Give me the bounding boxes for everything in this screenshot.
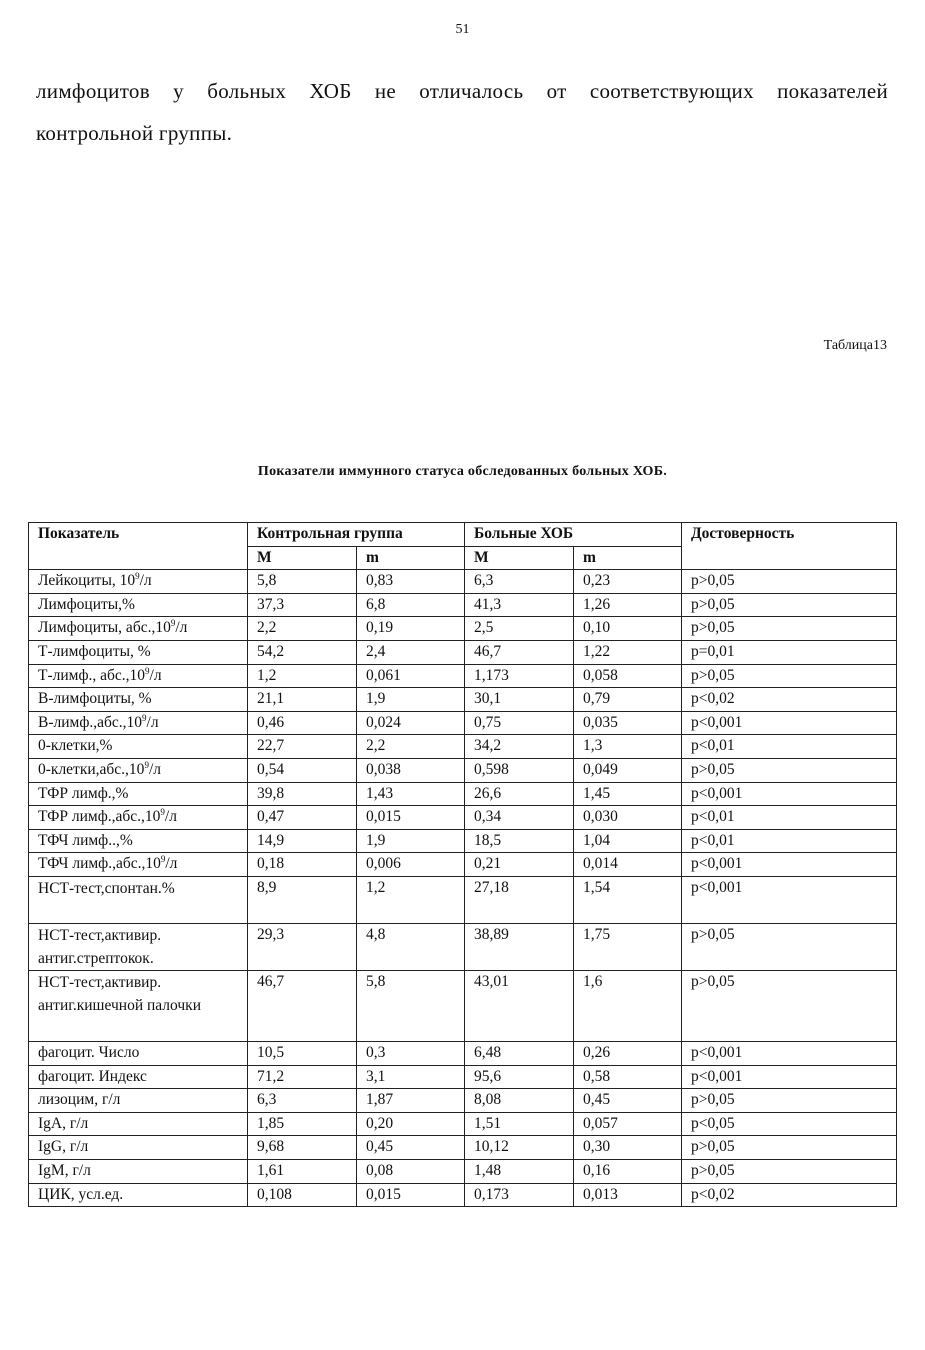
row-label-exponent: 9 <box>160 854 166 865</box>
cell-patients-mean: 34,2 <box>465 735 574 759</box>
cell-control-error: 0,061 <box>357 664 465 688</box>
cell-control-mean: 22,7 <box>248 735 357 759</box>
cell-control-error: 5,8 <box>357 971 465 1042</box>
cell-control-error: 0,20 <box>357 1112 465 1136</box>
cell-significance: p>0,05 <box>682 924 897 971</box>
row-label <box>29 1065 248 1089</box>
cell-control-error: 1,9 <box>357 688 465 712</box>
cell-significance: p>0,05 <box>682 758 897 782</box>
cell-control-mean: 29,3 <box>248 924 357 971</box>
cell-significance: p<0,001 <box>682 782 897 806</box>
cell-control-error: 1,2 <box>357 876 465 923</box>
cell-significance: p>0,05 <box>682 664 897 688</box>
immune-status-table <box>28 522 897 1207</box>
row-label <box>29 570 248 594</box>
header-control-m: m <box>357 546 465 570</box>
row-label-exponent: 9 <box>145 665 150 676</box>
cell-control-mean: 0,18 <box>248 853 357 877</box>
row-label-exponent: 9 <box>144 759 149 770</box>
table-row <box>29 924 897 971</box>
row-label-text: Лейкоциты, 10 <box>38 572 136 590</box>
cell-patients-error: 0,035 <box>574 711 682 735</box>
table-header-row <box>29 523 897 547</box>
body-paragraph <box>36 70 888 154</box>
row-label <box>29 1136 248 1160</box>
cell-control-mean: 0,47 <box>248 806 357 830</box>
row-label <box>29 829 248 853</box>
cell-control-mean: 9,68 <box>248 1136 357 1160</box>
row-label-text: Т-лимф., абс.,10 <box>38 666 146 684</box>
table-row <box>29 688 897 712</box>
cell-patients-mean: 41,3 <box>465 593 574 617</box>
row-label <box>29 640 248 664</box>
table-body <box>29 570 897 1207</box>
row-label-exponent: 9 <box>160 807 165 818</box>
row-label-text: В-лимфоциты, % <box>38 690 152 708</box>
cell-control-error: 0,006 <box>357 853 465 877</box>
cell-control-mean: 1,61 <box>248 1160 357 1184</box>
table-title: Показатели иммунного статуса обследованных больных ХОБ. <box>257 464 668 479</box>
cell-patients-error: 0,79 <box>574 688 682 712</box>
row-label-text: НСТ-тест,активир. антиг.кишечной палочки <box>38 974 202 1015</box>
row-label <box>29 735 248 759</box>
cell-significance: p<0,01 <box>682 735 897 759</box>
row-label-unit: /л <box>164 808 177 826</box>
row-label-text: фагоцит. Индекс <box>38 1067 147 1085</box>
cell-patients-error: 0,23 <box>574 570 682 594</box>
cell-patients-error: 0,013 <box>574 1183 682 1207</box>
cell-patients-mean: 2,5 <box>465 617 574 641</box>
table-row <box>29 853 897 877</box>
table-number: Таблица13 <box>823 338 887 353</box>
table-row <box>29 1089 897 1113</box>
table-row <box>29 640 897 664</box>
table-row <box>29 1183 897 1207</box>
header-patients: Больные ХОБ <box>465 523 682 547</box>
row-label-text: лизоцим, г/л <box>38 1091 121 1109</box>
cell-control-mean: 21,1 <box>248 688 357 712</box>
cell-control-mean: 0,46 <box>248 711 357 735</box>
cell-significance: p<0,001 <box>682 1042 897 1066</box>
row-label-text: Лимфоциты,% <box>38 595 135 613</box>
cell-patients-error: 1,26 <box>574 593 682 617</box>
row-label <box>29 806 248 830</box>
row-label-unit: /л <box>165 855 178 873</box>
cell-patients-error: 0,057 <box>574 1112 682 1136</box>
table-row <box>29 593 897 617</box>
row-label-unit: /л <box>139 572 152 590</box>
row-label-exponent: 9 <box>135 571 140 582</box>
row-label <box>29 1183 248 1207</box>
header-patients-m: m <box>574 546 682 570</box>
cell-patients-mean: 95,6 <box>465 1065 574 1089</box>
table-row <box>29 758 897 782</box>
row-label <box>29 971 248 1042</box>
cell-control-error: 0,038 <box>357 758 465 782</box>
row-label <box>29 758 248 782</box>
cell-control-error: 0,83 <box>357 570 465 594</box>
row-label <box>29 688 248 712</box>
cell-significance: p>0,05 <box>682 1160 897 1184</box>
cell-significance: p>0,05 <box>682 617 897 641</box>
row-label-exponent: 9 <box>142 712 147 723</box>
cell-patients-error: 1,54 <box>574 876 682 923</box>
row-label-text: ТФР лимф.,% <box>38 784 129 802</box>
table-row <box>29 1112 897 1136</box>
cell-patients-error: 1,3 <box>574 735 682 759</box>
cell-control-error: 4,8 <box>357 924 465 971</box>
cell-control-mean: 39,8 <box>248 782 357 806</box>
row-label <box>29 617 248 641</box>
cell-significance: p<0,001 <box>682 876 897 923</box>
cell-patients-mean: 6,3 <box>465 570 574 594</box>
header-significance: Достоверность <box>682 523 897 570</box>
cell-control-mean: 46,7 <box>248 971 357 1042</box>
row-label <box>29 1089 248 1113</box>
table-row <box>29 971 897 1042</box>
cell-patients-mean: 8,08 <box>465 1089 574 1113</box>
cell-control-error: 3,1 <box>357 1065 465 1089</box>
table-row <box>29 735 897 759</box>
cell-control-error: 0,3 <box>357 1042 465 1066</box>
header-patients-M: М <box>465 546 574 570</box>
cell-control-error: 2,4 <box>357 640 465 664</box>
cell-significance: p>0,05 <box>682 971 897 1042</box>
cell-significance: p<0,02 <box>682 1183 897 1207</box>
cell-patients-mean: 10,12 <box>465 1136 574 1160</box>
row-label <box>29 1112 248 1136</box>
cell-patients-error: 0,16 <box>574 1160 682 1184</box>
row-label-text: IgA, г/л <box>38 1114 89 1132</box>
cell-significance: p>0,05 <box>682 570 897 594</box>
cell-control-error: 0,45 <box>357 1136 465 1160</box>
row-label-text: ТФР лимф.,абс.,10 <box>38 808 161 826</box>
cell-patients-mean: 38,89 <box>465 924 574 971</box>
header-indicator: Показатель <box>29 523 248 570</box>
row-label <box>29 782 248 806</box>
cell-patients-mean: 0,34 <box>465 806 574 830</box>
cell-patients-mean: 1,51 <box>465 1112 574 1136</box>
row-label <box>29 593 248 617</box>
row-label-text: Т-лимфоциты, % <box>38 642 151 660</box>
paragraph-line-2: контрольной группы. <box>36 121 233 145</box>
cell-patients-error: 1,45 <box>574 782 682 806</box>
row-label <box>29 1160 248 1184</box>
cell-patients-error: 0,30 <box>574 1136 682 1160</box>
cell-patients-error: 1,22 <box>574 640 682 664</box>
cell-control-error: 1,9 <box>357 829 465 853</box>
cell-control-mean: 5,8 <box>248 570 357 594</box>
cell-patients-error: 0,26 <box>574 1042 682 1066</box>
cell-patients-error: 0,58 <box>574 1065 682 1089</box>
paragraph-line-1: лимфоцитов у больных ХОБ не отличалось от соответствующих показателей <box>36 79 888 103</box>
row-label <box>29 711 248 735</box>
table-row <box>29 806 897 830</box>
cell-patients-error: 0,45 <box>574 1089 682 1113</box>
cell-patients-mean: 0,173 <box>465 1183 574 1207</box>
cell-significance: p<0,001 <box>682 711 897 735</box>
table-row <box>29 782 897 806</box>
cell-control-error: 0,015 <box>357 1183 465 1207</box>
row-label-text: фагоцит. Число <box>38 1044 140 1062</box>
row-label-text: IgM, г/л <box>38 1162 91 1180</box>
cell-control-error: 0,024 <box>357 711 465 735</box>
row-label-text: IgG, г/л <box>38 1138 89 1156</box>
cell-significance: p<0,05 <box>682 1112 897 1136</box>
cell-significance: p>0,05 <box>682 1089 897 1113</box>
cell-patients-error: 0,058 <box>574 664 682 688</box>
cell-significance: p>0,05 <box>682 593 897 617</box>
cell-patients-error: 0,049 <box>574 758 682 782</box>
cell-patients-mean: 0,598 <box>465 758 574 782</box>
table-row <box>29 1136 897 1160</box>
cell-control-mean: 0,54 <box>248 758 357 782</box>
cell-control-error: 0,19 <box>357 617 465 641</box>
cell-patients-mean: 1,173 <box>465 664 574 688</box>
cell-patients-mean: 46,7 <box>465 640 574 664</box>
cell-patients-mean: 43,01 <box>465 971 574 1042</box>
cell-control-error: 1,87 <box>357 1089 465 1113</box>
cell-patients-mean: 18,5 <box>465 829 574 853</box>
table-row <box>29 1065 897 1089</box>
cell-control-error: 1,43 <box>357 782 465 806</box>
table-row <box>29 876 897 923</box>
row-label <box>29 924 248 971</box>
cell-control-mean: 54,2 <box>248 640 357 664</box>
cell-patients-mean: 0,21 <box>465 853 574 877</box>
header-control-M: М <box>248 546 357 570</box>
table-row <box>29 664 897 688</box>
cell-significance: p<0,02 <box>682 688 897 712</box>
table-row <box>29 711 897 735</box>
cell-patients-error: 0,10 <box>574 617 682 641</box>
table-row <box>29 1160 897 1184</box>
cell-patients-mean: 1,48 <box>465 1160 574 1184</box>
table-row <box>29 1042 897 1066</box>
cell-control-error: 0,08 <box>357 1160 465 1184</box>
cell-patients-error: 1,04 <box>574 829 682 853</box>
cell-patients-mean: 6,48 <box>465 1042 574 1066</box>
cell-significance: p<0,001 <box>682 853 897 877</box>
table-row <box>29 570 897 594</box>
cell-control-error: 2,2 <box>357 735 465 759</box>
row-label-text: ТФЧ лимф.,абс.,10 <box>38 855 161 873</box>
cell-control-mean: 14,9 <box>248 829 357 853</box>
row-label-text: Лимфоциты, абс.,10 <box>38 619 171 637</box>
cell-control-error: 0,015 <box>357 806 465 830</box>
cell-control-mean: 37,3 <box>248 593 357 617</box>
row-label-unit: /л <box>146 713 159 731</box>
cell-significance: p<0,001 <box>682 1065 897 1089</box>
row-label-unit: /л <box>149 666 162 684</box>
row-label-text: 0-клетки,% <box>38 737 113 755</box>
cell-control-mean: 71,2 <box>248 1065 357 1089</box>
cell-significance: p<0,01 <box>682 829 897 853</box>
cell-patients-mean: 30,1 <box>465 688 574 712</box>
cell-patients-error: 1,75 <box>574 924 682 971</box>
cell-control-mean: 2,2 <box>248 617 357 641</box>
row-label <box>29 876 248 923</box>
cell-significance: p=0,01 <box>682 640 897 664</box>
cell-significance: p>0,05 <box>682 1136 897 1160</box>
row-label-text: НСТ-тест,спонтан.% <box>38 879 175 897</box>
row-label-text: ТФЧ лимф..,% <box>38 831 133 849</box>
cell-significance: p<0,01 <box>682 806 897 830</box>
cell-patients-mean: 27,18 <box>465 876 574 923</box>
table-row <box>29 829 897 853</box>
row-label-text: 0-клетки,абс.,10 <box>38 760 145 778</box>
row-label-unit: /л <box>148 760 161 778</box>
row-label-text: ЦИК, усл.ед. <box>38 1185 124 1203</box>
cell-control-error: 6,8 <box>357 593 465 617</box>
header-control-group: Контрольная группа <box>248 523 465 547</box>
cell-patients-error: 0,014 <box>574 853 682 877</box>
row-label-unit: /л <box>175 619 188 637</box>
row-label <box>29 853 248 877</box>
cell-control-mean: 6,3 <box>248 1089 357 1113</box>
row-label-text: НСТ-тест,активир. антиг.стрептокок. <box>38 927 162 968</box>
table-row <box>29 617 897 641</box>
row-label-exponent: 9 <box>170 618 176 629</box>
cell-patients-mean: 26,6 <box>465 782 574 806</box>
cell-control-mean: 1,85 <box>248 1112 357 1136</box>
page-number: 51 <box>455 22 470 37</box>
row-label <box>29 664 248 688</box>
cell-patients-error: 1,6 <box>574 971 682 1042</box>
row-label <box>29 1042 248 1066</box>
row-label-text: В-лимф.,абс.,10 <box>38 713 143 731</box>
cell-patients-mean: 0,75 <box>465 711 574 735</box>
cell-control-mean: 1,2 <box>248 664 357 688</box>
cell-control-mean: 8,9 <box>248 876 357 923</box>
cell-patients-error: 0,030 <box>574 806 682 830</box>
cell-control-mean: 0,108 <box>248 1183 357 1207</box>
cell-control-mean: 10,5 <box>248 1042 357 1066</box>
